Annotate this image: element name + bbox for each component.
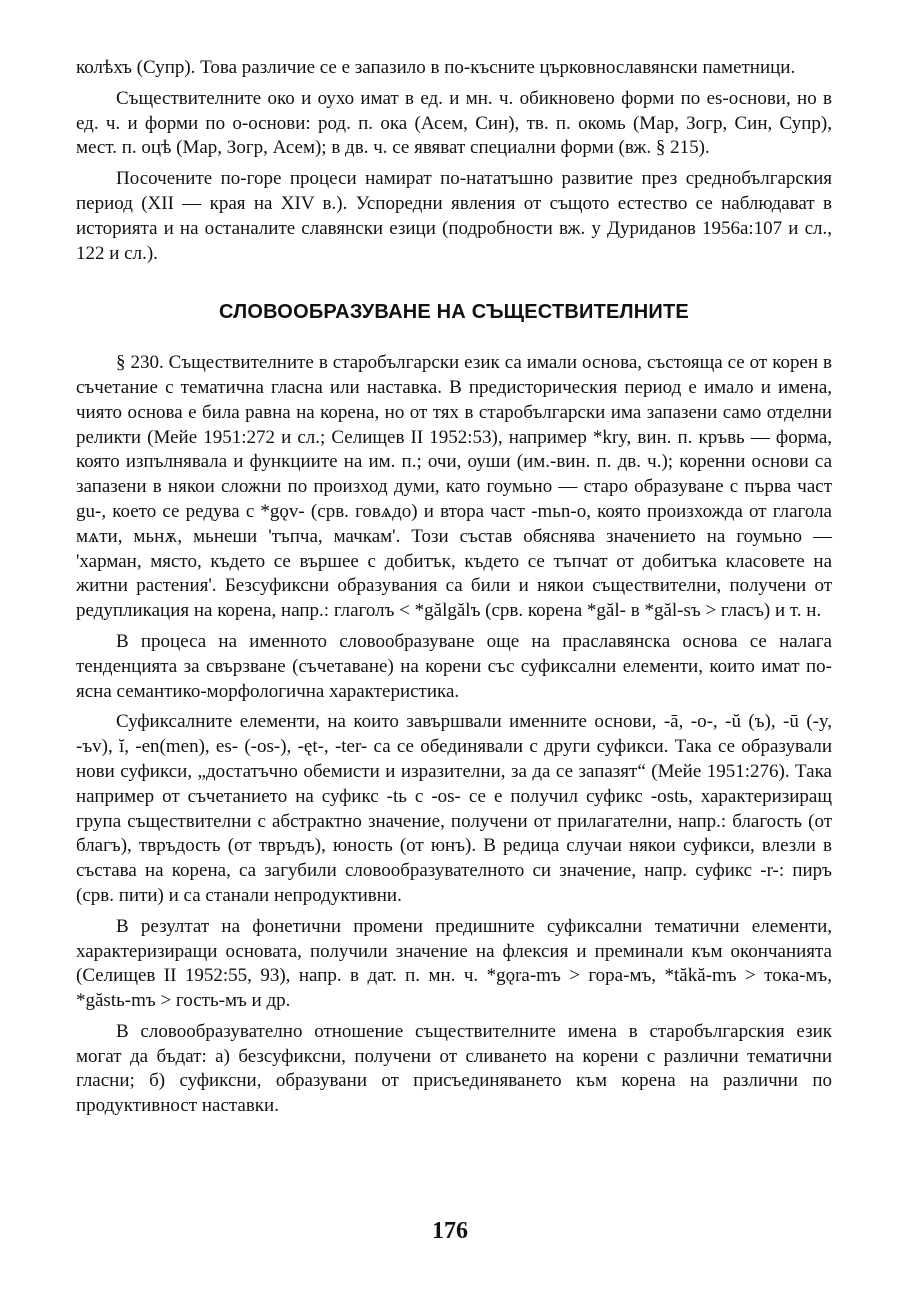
body-paragraph: колѣхъ (Супр). Това различие се е запазило в по-късните църковнославянски паметници. — [76, 57, 796, 78]
body-paragraph: В резултат на фонетични промени предишните суфиксални тематични елементи, характеризиращи основата, получили значение на флексия и преминали към окончанията (Селищев II 1952:55, 93), напр. в дат. п. мн. ч. *gǫra-mъ > гора-мъ, *tăkă-mъ > тока-мъ, *găstь-mъ > гость-мъ и др. — [76, 915, 832, 1012]
body-paragraph: § 230. Съществителните в старобългарски език са имали основа, състояща се от корен в съчетание с тематична гласна или наставка. В предисторическия период е имало и имена, чиято основа е била равна на корена, но от тях в старобългарски има запазени само отделни реликти (Мейе 1951:272 и сл.; Селищев II 1952:53), например *kry, вин. п. кръвь — форма, която изпълнявала и функциите на им. п.; очи, оуши (им.-вин. п. дв. ч.); коренни основи са запазени в някои сложни по произход думи, като гоумьно — старо образуване с първа част gu-, което се редува с *gǫv- (срв. говѧдо) и втора част -mьn-o, която произхожда от глагола мѧти, мьнѫ, мьнеши 'тъпча, мачкам'. Този състав обяснява значението на гоумьно — 'харман, място, където се вършее с добитък, където се тъпчат от добитъка класовете на житни растения'. Безсуфиксни образувания са били и някои съществителни, получени от редупликация на корена, напр.: глаголъ < *gălgălъ (срв. корена *găl- в *găl-sъ > гласъ) и т. н. — [76, 352, 832, 622]
body-paragraph: Суфиксалните елементи, на които завършвали именните основи, -ā, -o-, -ŭ (ъ), -ū (-y, -ъv), ĭ, -en(men), es- (-os-), -ęt-, -ter- са се обединявали с други суфикси. Така се образували нови суфикси, „достатъчно обемисти и изразителни, за да се запазят“ (Мейе 1951:276). Така например от съчетанието на суфикс -tь с -os- се е получил суфикс -ostь, характеризиращ група съществителни с абстрактно значение, получени от прилагателни, напр.: благость (от благъ), твръдость (от твръдъ), юность (от юнъ). В редица случаи някои суфикси, влезли в състава на корена, са загубили словообразувателното си значение, напр. суфикс -r-: пиръ (срв. пити) и са станали непродуктивни. — [76, 711, 832, 906]
body-paragraph: Посочените по-горе процеси намират по-нататъшно развитие през среднобългарския период (XII — края на XIV в.). Успоредни явления от същото естество се наблюдават в историята и на останалите славянски езици (подробности вж. у Дуриданов 1956а:107 и сл., 122 и сл.). — [76, 168, 832, 264]
page-body — [76, 56, 832, 1125]
body-paragraph: В процеса на именното словообразуване още на праславянска основа се налага тенденцията за свързване (съчетаване) на корени със суфиксални елементи, които имат по-ясна семантико-морфологична характеристика. — [76, 630, 832, 702]
body-paragraph: В словообразувателно отношение съществителните имена в старобългарския език могат да бъдат: а) безсуфиксни, получени от сливането на корени с различни тематични гласни; б) суфиксни, образувани от присъединяването към корена на различни по продуктивност наставки. — [76, 1020, 832, 1117]
section-heading: СЛОВООБРАЗУВАНЕ НА СЪЩЕСТВИТЕЛНИТЕ — [219, 301, 689, 324]
page-number: 176 — [432, 1218, 468, 1244]
body-paragraph: Съществителните око и оухо имат в ед. и мн. ч. обикновено форми по es-основи, но в ед. ч. и форми по о-основи: род. п. ока (Асем, Син), тв. п. окомь (Мар, Зогр, Син, Супр), мест. п. оцѣ (Мар, Зогр, Асем); в дв. ч. се явяват специални форми (вж. § 215). — [76, 87, 832, 159]
